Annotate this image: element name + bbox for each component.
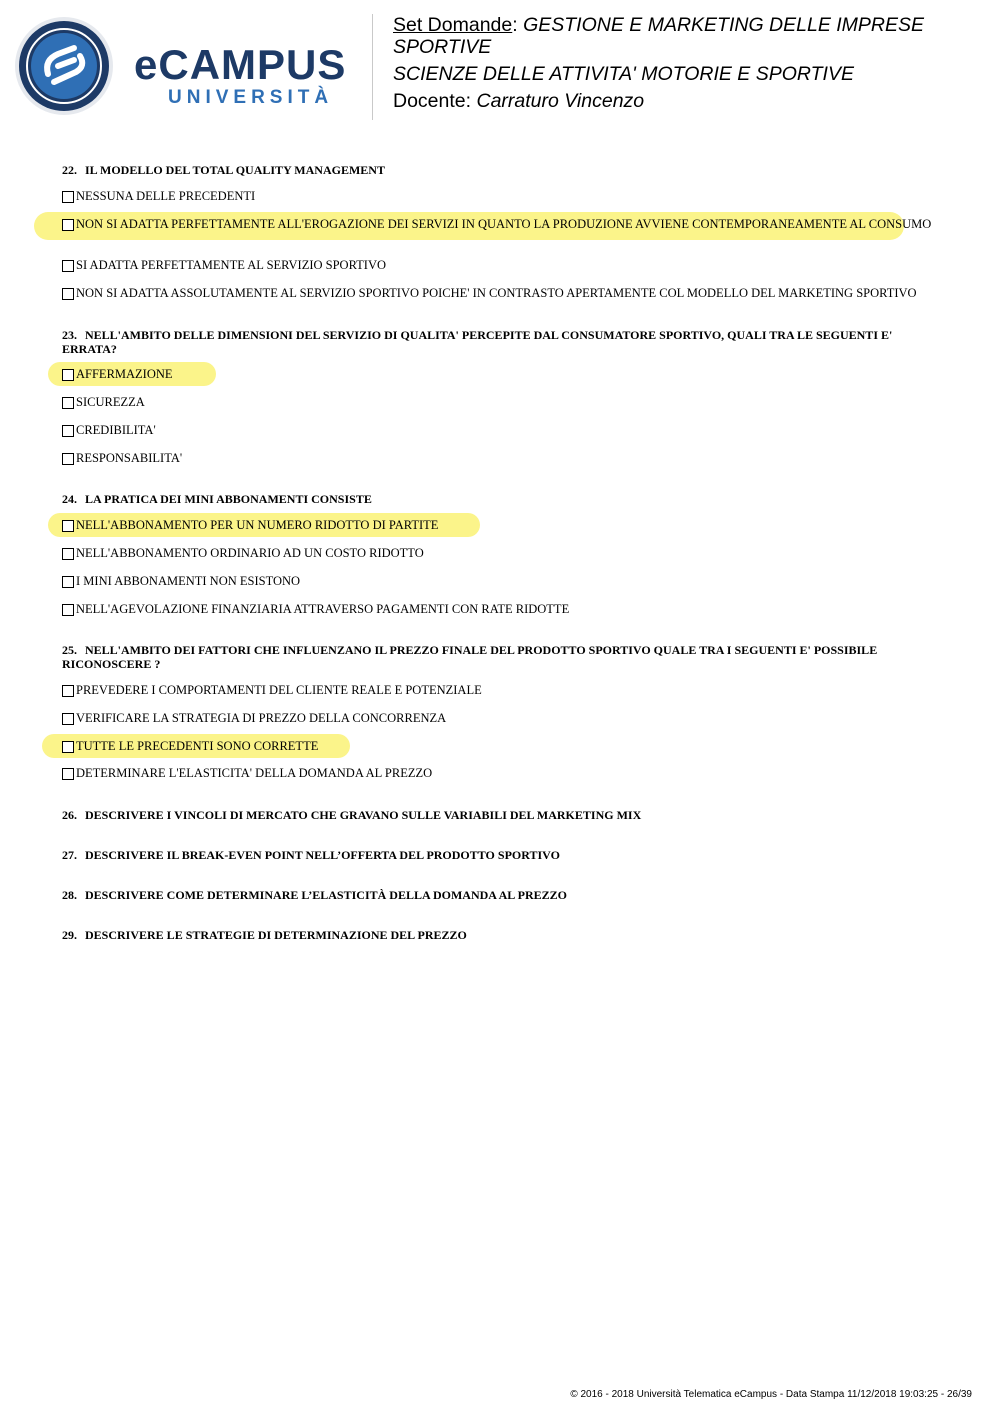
ecampus-emblem-icon bbox=[14, 16, 114, 116]
question-27-title bbox=[62, 848, 942, 862]
question-22-option-1[interactable] bbox=[62, 189, 942, 203]
checkbox[interactable] bbox=[62, 576, 74, 588]
document-header bbox=[393, 14, 983, 112]
docente-name: Carraturo Vincenzo bbox=[476, 90, 645, 112]
question-number: 29. bbox=[62, 928, 77, 942]
ecampus-logo-wordmark: eCAMPUS bbox=[134, 41, 347, 88]
question-24-option-3[interactable] bbox=[62, 574, 942, 588]
checkbox[interactable] bbox=[62, 191, 74, 203]
set-label: Set Domande bbox=[393, 14, 513, 36]
option-label: SICUREZZA bbox=[76, 395, 145, 409]
question-23-option-4[interactable] bbox=[62, 451, 942, 465]
question-22-option-2[interactable] bbox=[62, 217, 942, 232]
set-title-continued: SPORTIVE bbox=[393, 36, 492, 58]
question-number: 23. bbox=[62, 328, 77, 342]
option-label: VERIFICARE LA STRATEGIA DI PREZZO DELLA CONCORRENZA bbox=[76, 711, 447, 725]
page-footer: © 2016 - 2018 Università Telematica eCampus - Data Stampa 11/12/2018 19:03:25 - 26/39 bbox=[570, 1389, 972, 1400]
checkbox[interactable] bbox=[62, 768, 74, 780]
question-28-title bbox=[62, 888, 942, 902]
question-text: NELL'AMBITO DELLE DIMENSIONI DEL SERVIZIO DI QUALITA' PERCEPITE DAL CONSUMATORE SPORTIVO, QUALI TRA LE SEGUENTI E' ERRATA? bbox=[62, 328, 893, 356]
question-text: LA PRATICA DEI MINI ABBONAMENTI CONSISTE bbox=[85, 492, 372, 506]
question-25-option-1[interactable] bbox=[62, 683, 942, 697]
option-label: CREDIBILITA' bbox=[76, 423, 156, 437]
docente-label: Docente: bbox=[393, 90, 472, 112]
course-name: SCIENZE DELLE ATTIVITA' MOTORIE E SPORTIVE bbox=[393, 63, 854, 85]
option-label: SI ADATTA PERFETTAMENTE AL SERVIZIO SPORTIVO bbox=[76, 258, 387, 272]
question-24-title bbox=[62, 492, 942, 506]
question-24-option-4[interactable] bbox=[62, 602, 942, 616]
question-29-title bbox=[62, 928, 942, 942]
question-23-title bbox=[62, 328, 942, 356]
question-text: DESCRIVERE COME DETERMINARE L’ELASTICITÀ DELLA DOMANDA AL PREZZO bbox=[85, 888, 567, 902]
option-label: TUTTE LE PRECEDENTI SONO CORRETTE bbox=[76, 739, 319, 753]
option-label: I MINI ABBONAMENTI NON ESISTONO bbox=[76, 574, 301, 588]
checkbox[interactable] bbox=[62, 713, 74, 725]
question-22-option-4[interactable] bbox=[62, 286, 962, 300]
question-26-title bbox=[62, 808, 942, 822]
question-22-title bbox=[62, 163, 942, 177]
checkbox[interactable] bbox=[62, 288, 74, 300]
option-label: NESSUNA DELLE PRECEDENTI bbox=[76, 189, 256, 203]
checkbox[interactable] bbox=[62, 741, 74, 753]
question-text: DESCRIVERE LE STRATEGIE DI DETERMINAZIONE DEL PREZZO bbox=[85, 928, 467, 942]
option-label: NELL'ABBONAMENTO ORDINARIO AD UN COSTO RIDOTTO bbox=[76, 546, 424, 560]
ecampus-logo-mark bbox=[14, 16, 114, 116]
question-number: 28. bbox=[62, 888, 77, 902]
option-label: RESPONSABILITA' bbox=[76, 451, 183, 465]
question-number: 24. bbox=[62, 492, 77, 506]
checkbox[interactable] bbox=[62, 425, 74, 437]
option-label: NELL'AGEVOLAZIONE FINANZIARIA ATTRAVERSO PAGAMENTI CON RATE RIDOTTE bbox=[76, 602, 570, 616]
question-text: DESCRIVERE I VINCOLI DI MERCATO CHE GRAVANO SULLE VARIABILI DEL MARKETING MIX bbox=[85, 808, 642, 822]
option-label: NELL'ABBONAMENTO PER UN NUMERO RIDOTTO DI PARTITE bbox=[76, 518, 439, 532]
question-23-option-1[interactable] bbox=[62, 367, 942, 381]
question-25-option-3[interactable] bbox=[62, 739, 942, 753]
question-number: 26. bbox=[62, 808, 77, 822]
question-23-option-2[interactable] bbox=[62, 395, 942, 409]
checkbox[interactable] bbox=[62, 219, 74, 231]
set-title-line-2 bbox=[393, 36, 983, 58]
question-24-option-2[interactable] bbox=[62, 546, 942, 560]
option-label: NON SI ADATTA PERFETTAMENTE ALL'EROGAZIONE DEI SERVIZI IN QUANTO LA PRODUZIONE AVVIENE CONTEMPORANEAMENTE AL CONSUMO bbox=[76, 217, 932, 231]
checkbox[interactable] bbox=[62, 548, 74, 560]
question-24-option-1[interactable] bbox=[62, 518, 942, 532]
question-23-option-3[interactable] bbox=[62, 423, 942, 437]
docente-line bbox=[393, 90, 983, 112]
checkbox[interactable] bbox=[62, 369, 74, 381]
option-label: AFFERMAZIONE bbox=[76, 367, 173, 381]
question-25-title bbox=[62, 643, 942, 671]
header-divider bbox=[372, 14, 373, 120]
checkbox[interactable] bbox=[62, 520, 74, 532]
set-title-line: Set Domande: GESTIONE E MARKETING DELLE IMPRESE bbox=[393, 14, 925, 36]
checkbox[interactable] bbox=[62, 397, 74, 409]
ecampus-logo-subtitle: UNIVERSITÀ bbox=[168, 87, 334, 108]
option-label: PREVEDERE I COMPORTAMENTI DEL CLIENTE REALE E POTENZIALE bbox=[76, 683, 482, 697]
question-text: DESCRIVERE IL BREAK-EVEN POINT NELL’OFFERTA DEL PRODOTTO SPORTIVO bbox=[85, 848, 560, 862]
checkbox[interactable] bbox=[62, 685, 74, 697]
question-text: NELL'AMBITO DEI FATTORI CHE INFLUENZANO IL PREZZO FINALE DEL PRODOTTO SPORTIVO QUALE TRA I SEGUENTI E' POSSIBILE RICONOSCERE ? bbox=[62, 643, 878, 671]
question-number: 27. bbox=[62, 848, 77, 862]
question-number: 25. bbox=[62, 643, 77, 657]
checkbox[interactable] bbox=[62, 453, 74, 465]
option-label: NON SI ADATTA ASSOLUTAMENTE AL SERVIZIO SPORTIVO POICHE' IN CONTRASTO APERTAMENTE COL MODELLO DEL MARKETING SPORTIVO bbox=[76, 286, 917, 300]
question-22-option-3[interactable] bbox=[62, 258, 942, 272]
question-text: IL MODELLO DEL TOTAL QUALITY MANAGEMENT bbox=[85, 163, 385, 177]
checkbox[interactable] bbox=[62, 604, 74, 616]
question-25-option-2[interactable] bbox=[62, 711, 942, 725]
question-number: 22. bbox=[62, 163, 77, 177]
checkbox[interactable] bbox=[62, 260, 74, 272]
option-label: DETERMINARE L'ELASTICITA' DELLA DOMANDA AL PREZZO bbox=[76, 766, 433, 780]
question-25-option-4[interactable] bbox=[62, 766, 942, 780]
set-title: GESTIONE E MARKETING DELLE IMPRESE bbox=[523, 14, 925, 36]
